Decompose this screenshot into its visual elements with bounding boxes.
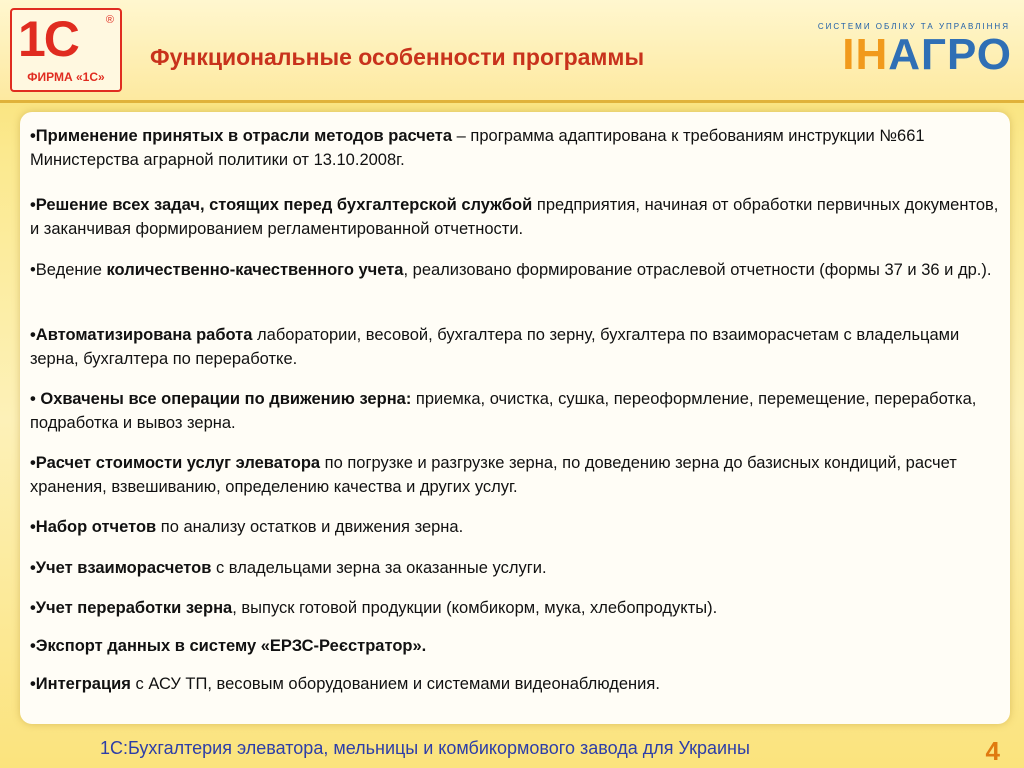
1c-logo [10, 8, 122, 92]
list-item: •Применение принятых в отрасли методов расчета – программа адаптирована к требованиям инструкции №661 Министерства аграрной политики от 13.10.2008г. [30, 127, 925, 169]
list-item: •Экспорт данных в систему «ЕРЗС-Реєстратор». [30, 637, 427, 655]
list-item: •Расчет стоимости услуг элеватора по погрузке и разгрузке зерна, по доведению зерна до базисных кондиций, расчет хранения, взвешиванию, определению качества и других услуг. [30, 454, 957, 496]
inagro-logo [842, 30, 1012, 80]
list-item: •Ведение количественно-качественного учета, реализовано формирование отраслевой отчетности (формы 37 и 36 и др.). [30, 261, 992, 279]
slide-title: Функциональные особенности программы [150, 44, 645, 70]
page-number: 4 [985, 736, 1000, 766]
brand-name-part1: ІН [842, 30, 889, 79]
list-item: •Решение всех задач, стоящих перед бухгалтерской службой предприятия, начиная от обработки первичных документов, и заканчивая формированием регламентированной отчетности. [30, 196, 999, 238]
slide-header [0, 0, 1024, 103]
brand-name-part2: АГРО [888, 30, 1012, 79]
list-item: •Автоматизирована работа лаборатории, весовой, бухгалтера по зерну, бухгалтера по взаиморасчетам с владельцами зерна, бухгалтера по переработке. [30, 326, 960, 368]
content-panel [20, 112, 1010, 724]
list-item: • Охвачены все операции по движению зерна: приемка, очистка, сушка, переоформление, перемещение, переработка, подработка и вывоз зерна. [30, 390, 977, 432]
logo-firm-text: ФИРМА «1С» [27, 70, 105, 84]
list-item: •Набор отчетов по анализу остатков и движения зерна. [30, 518, 464, 536]
list-item: •Учет взаиморасчетов с владельцами зерна за оказанные услуги. [30, 559, 547, 577]
footer-text: 1С:Бухгалтерия элеватора, мельницы и комбикормового завода для Украины [100, 738, 750, 758]
logo-registered-mark: ® [105, 14, 114, 26]
logo-main-text: 1С [18, 11, 78, 67]
brand-tagline: СИСТЕМИ ОБЛІКУ ТА УПРАВЛІННЯ [817, 22, 1010, 31]
list-item: •Интеграция с АСУ ТП, весовым оборудованием и системами видеонаблюдения. [30, 675, 660, 693]
list-item: •Учет переработки зерна, выпуск готовой продукции (комбикорм, мука, хлебопродукты). [30, 599, 718, 617]
